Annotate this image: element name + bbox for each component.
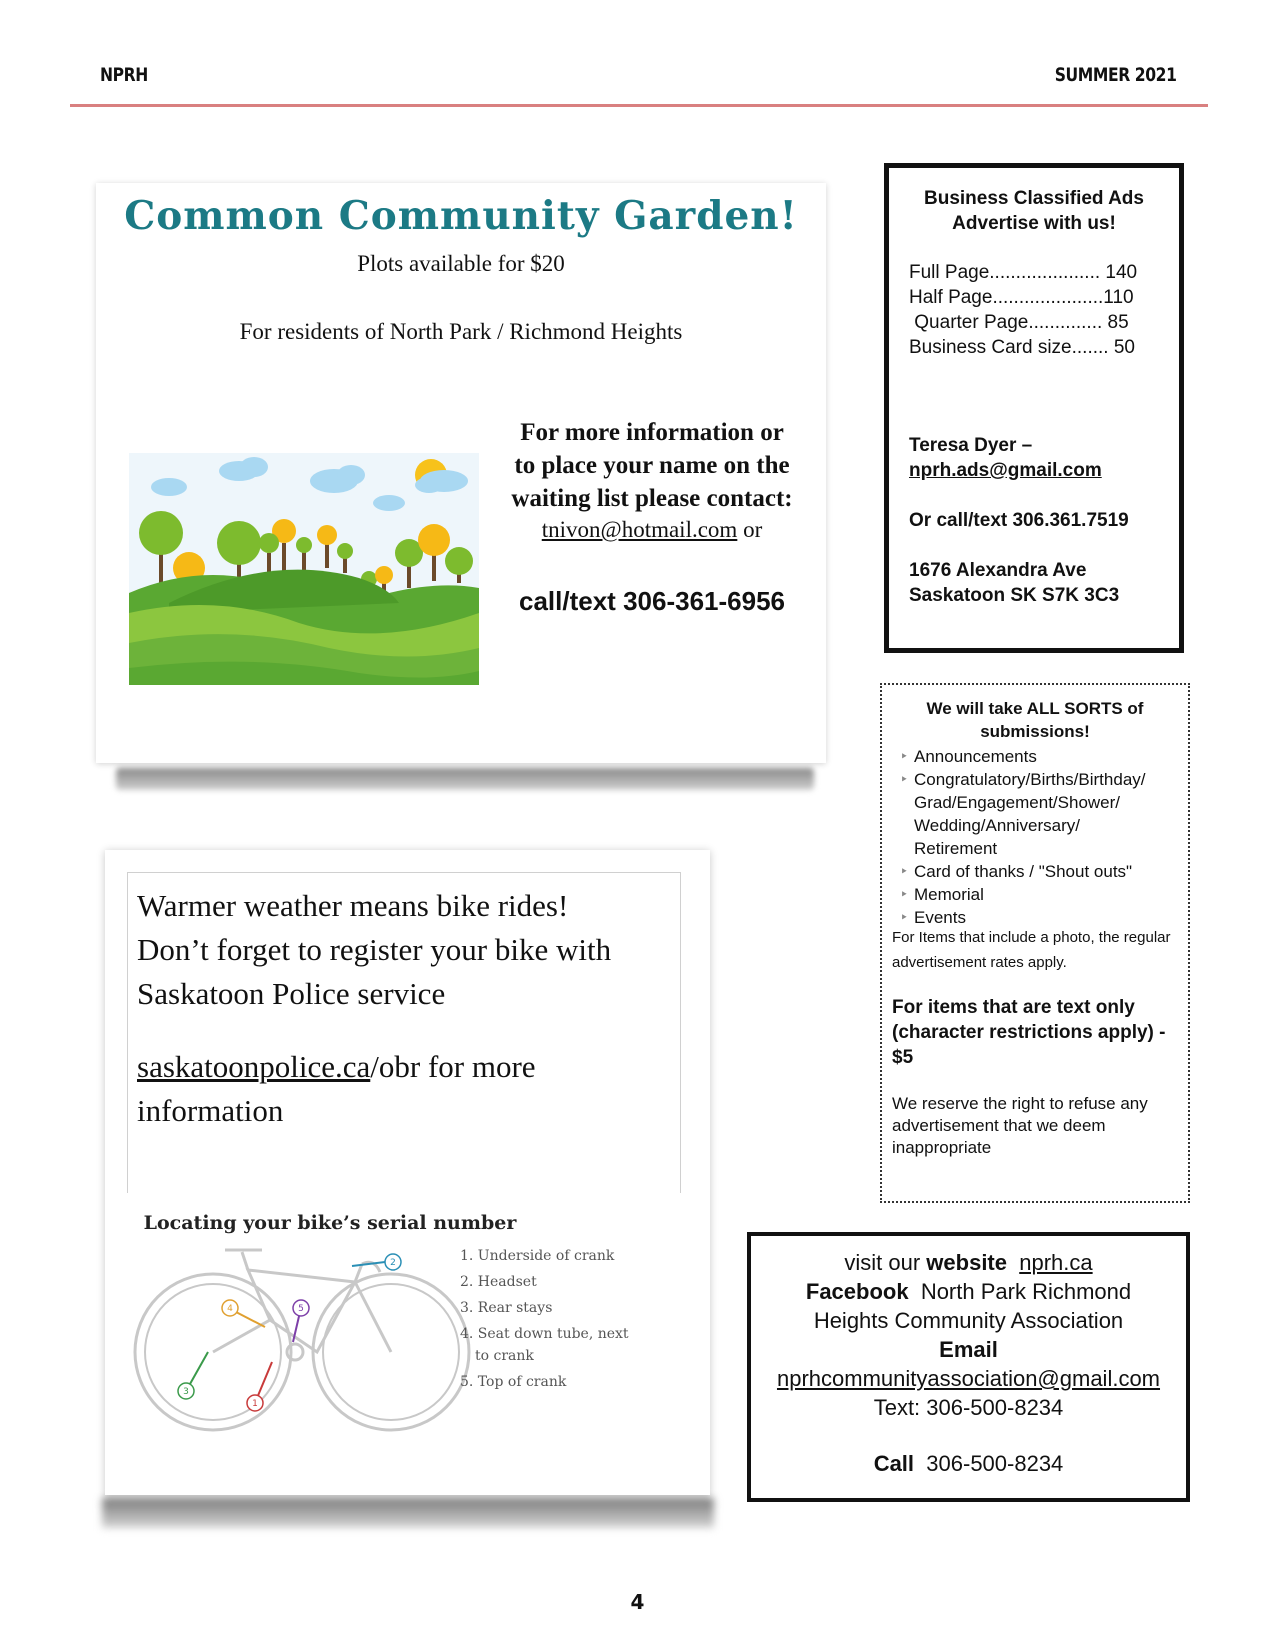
garden-phone: call/text 306-361-6956	[519, 586, 785, 616]
call-number: 306-500-8234	[926, 1451, 1064, 1476]
ads-title-line2: Advertise with us!	[952, 213, 1116, 234]
association-email-link[interactable]: nprhcommunityassociation@gmail.com	[776, 1366, 1161, 1391]
website-line	[751, 1248, 1186, 1277]
header-divider	[70, 104, 1208, 107]
list-item: Retirement	[914, 839, 998, 858]
list-item: Grad/Engagement/Shower/	[914, 793, 1121, 812]
submissions-list	[896, 745, 1186, 929]
submissions-text-only-price: For items that are text only (character restrictions apply) - $5	[892, 997, 1166, 1068]
garden-email-line	[492, 517, 812, 543]
ads-price-list	[909, 260, 1137, 360]
bike-link-text	[137, 1045, 677, 1133]
garden-price: Plots available for $20	[357, 251, 565, 276]
submissions-title: We will take ALL SORTS of submissions!	[926, 699, 1144, 741]
email-label: Email	[939, 1337, 998, 1362]
list-item: ‣ Memorial	[896, 883, 1186, 906]
website-link[interactable]: nprh.ca	[1019, 1250, 1093, 1275]
ads-contact	[909, 433, 1129, 608]
ads-title-line1: Business Classified Ads	[924, 188, 1144, 209]
bike-link-line2: information	[137, 1093, 284, 1128]
ads-contact-email[interactable]: nprh.ads@gmail.com	[909, 460, 1102, 481]
facebook-name-line2: Heights Community Association	[813, 1308, 1124, 1333]
association-contact-box	[747, 1232, 1190, 1502]
website-prefix: visit our	[844, 1250, 927, 1275]
classified-ads-box	[884, 163, 1184, 653]
price-row: Full Page..................... 140	[909, 262, 1138, 283]
list-item: ‣ Events	[896, 906, 1186, 929]
garden-info-line: For more information or	[520, 419, 784, 446]
garden-info-line: waiting list please contact:	[511, 485, 793, 512]
ads-title	[889, 186, 1179, 236]
list-item: ‣ Congratulatory/Births/Birthday/	[896, 768, 1186, 791]
location-item: 1. Underside of crank	[460, 1248, 615, 1264]
email-line	[751, 1364, 1186, 1393]
list-item: ‣ Card of thanks / "Shout outs"	[896, 860, 1186, 883]
ads-contact-name: Teresa Dyer –	[909, 435, 1033, 456]
email-label-line	[751, 1335, 1186, 1364]
svg-text:4: 4	[227, 1304, 233, 1314]
location-item: 5. Top of crank	[460, 1374, 567, 1390]
bike-card-shadow	[102, 1498, 714, 1528]
garden-hills-illustration	[129, 453, 479, 685]
diagram-title: Locating your bike’s serial number	[143, 1212, 517, 1234]
submissions-photo-note: For Items that include a photo, the regular advertisement rates apply.	[892, 929, 1171, 971]
ads-address-line2: Saskatoon SK S7K 3C3	[909, 585, 1120, 606]
garden-email-suffix: or	[737, 517, 763, 542]
location-item: 4. Seat down tube, next	[460, 1326, 629, 1342]
bike-link-suffix: /obr for more	[370, 1049, 536, 1084]
price-row: Half Page.....................110	[909, 287, 1134, 308]
bike-message	[137, 884, 677, 1016]
website-label: website	[926, 1250, 1007, 1275]
svg-text:1: 1	[252, 1399, 258, 1409]
call-label: Call	[873, 1451, 915, 1476]
header-right: SUMMER 2021	[1055, 64, 1177, 86]
list-item: Wedding/Anniversary/	[914, 816, 1080, 835]
svg-text:2: 2	[390, 1258, 396, 1268]
garden-title: Common Community Garden!	[124, 193, 798, 239]
bike-message-line: Don’t forget to register your bike with	[137, 932, 612, 967]
bike-card	[105, 850, 710, 1495]
garden-card-shadow	[116, 768, 814, 790]
garden-residents: For residents of North Park / Richmond Heights	[239, 319, 683, 344]
garden-card	[96, 183, 826, 763]
garden-email-link[interactable]: tnivon@hotmail.com	[541, 517, 738, 542]
submissions-box	[880, 683, 1190, 1203]
bike-message-line: Saskatoon Police service	[137, 976, 446, 1011]
ads-address-line1: 1676 Alexandra Ave	[909, 560, 1087, 581]
svg-text:3: 3	[183, 1387, 189, 1397]
call-line	[751, 1449, 1186, 1478]
garden-info-line: to place your name on the	[514, 452, 790, 479]
police-link[interactable]: saskatoonpolice.ca	[137, 1049, 371, 1084]
facebook-name: North Park Richmond	[920, 1279, 1132, 1304]
bike-message-line: Warmer weather means bike rides!	[137, 888, 569, 923]
page-number: 4	[630, 1590, 645, 1614]
facebook-line	[751, 1277, 1186, 1306]
location-item: to crank	[475, 1348, 534, 1364]
submissions-refuse-note: We reserve the right to refuse any advertisement that we deem inappropriate	[892, 1094, 1148, 1157]
facebook-label: Facebook	[805, 1279, 909, 1304]
price-row: Business Card size....... 50	[909, 337, 1135, 358]
location-item: 3. Rear stays	[460, 1300, 553, 1316]
header-left: NPRH	[100, 64, 148, 86]
bike-serial-diagram	[130, 1202, 690, 1472]
list-item: ‣ Announcements	[896, 745, 1186, 768]
ads-phone: Or call/text 306.361.7519	[909, 510, 1129, 531]
svg-text:5: 5	[298, 1304, 304, 1314]
text-line: Text: 306-500-8234	[873, 1395, 1064, 1420]
garden-info	[492, 416, 812, 515]
location-item: 2. Headset	[460, 1274, 537, 1290]
price-row: Quarter Page.............. 85	[909, 312, 1129, 333]
